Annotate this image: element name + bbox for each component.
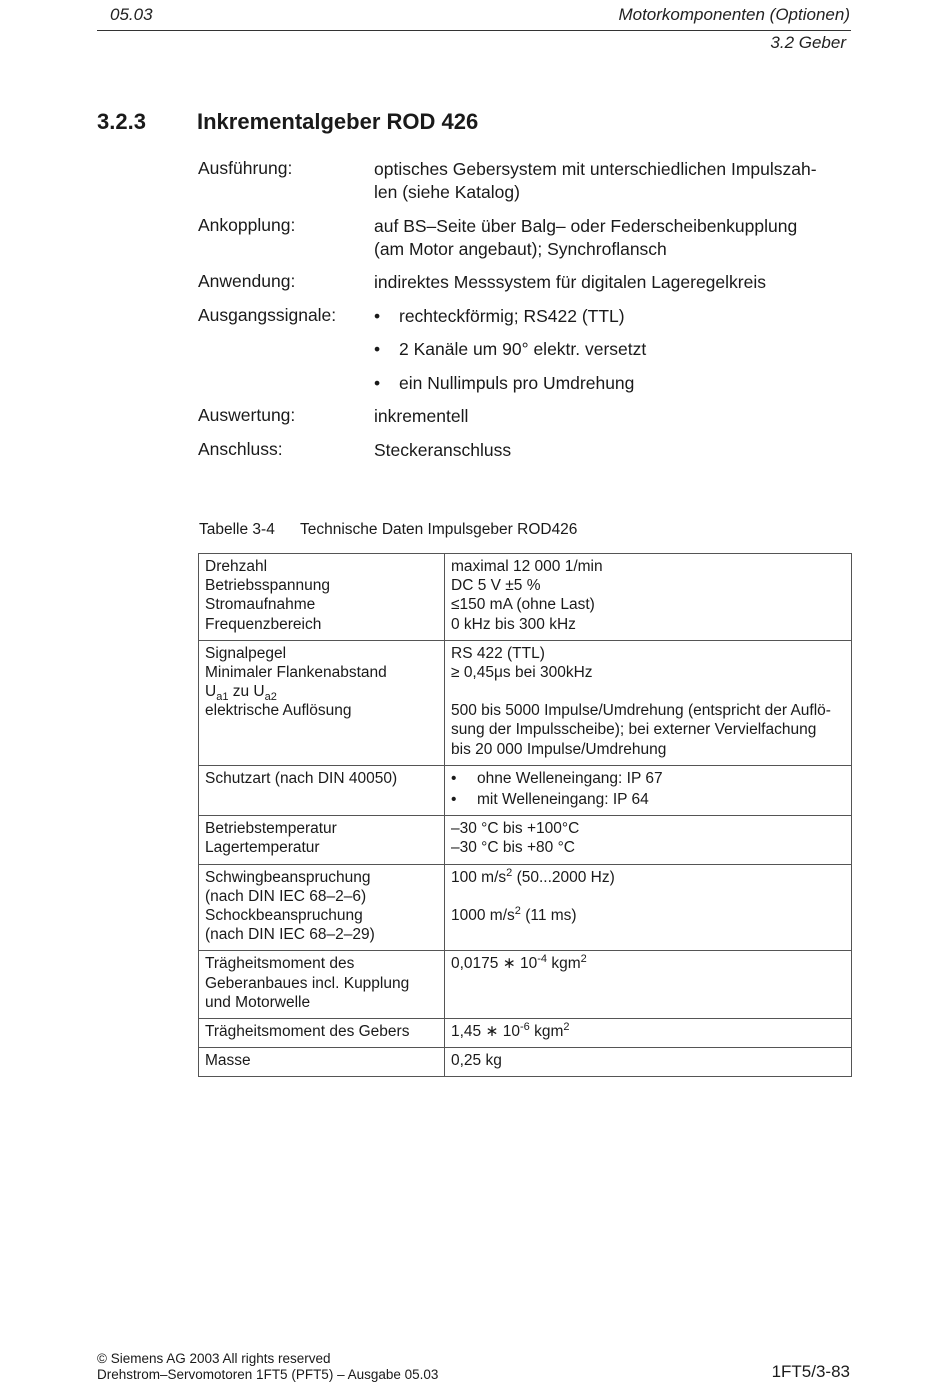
bullet-text: 2 Kanäle um 90° elektr. versetzt [399,339,647,359]
table-cell-label [199,640,445,765]
value-text: 1000 m/s [451,906,515,924]
cell-line: ≥ 0,45μs bei 300kHz [451,664,593,682]
bullet-text: ohne Welleneingang: IP 67 [477,769,663,787]
cell-spacer [451,887,845,906]
section-heading [97,109,478,135]
vibration-value [451,868,845,887]
spec-label-auswertung: Auswertung: [198,405,296,425]
spec-value-line: optisches Gebersystem mit unterschiedlichen Impulszah- [374,159,817,179]
cell-line-u-ratio [205,682,438,704]
bullet-icon: • [374,339,381,359]
bullet-icon: • [451,769,457,787]
section-number: 3.2.3 [97,109,146,134]
spec-value-line: auf BS–Seite über Balg– oder Federscheibenkupplung [374,216,798,236]
value-text: (50...2000 Hz) [512,868,615,886]
value-superscript: 2 [563,1020,570,1033]
value-text: kgm [529,1023,564,1041]
spec-value-auswertung: inkrementell [374,406,469,426]
cell-line: sung der Impulsscheibe); bei externer Vervielfachung [451,721,817,739]
value-text: 100 m/s [451,868,507,886]
spec-label-anschluss: Anschluss: [198,439,283,459]
table-row [199,864,852,951]
cell-line: (nach DIN IEC 68–2–6) [205,887,367,905]
table-cell-label [199,554,445,641]
table-cell-label [199,765,445,815]
table-cell-value [445,554,852,641]
table-cell-label [199,864,445,951]
table-row [199,1048,852,1077]
spec-bullet-item [374,372,844,395]
inertia-value [451,1022,845,1041]
table-row [199,951,852,1019]
bullet-icon: • [374,373,381,393]
table-cell-value [445,1019,852,1048]
cell-line: –30 °C bis +100°C [451,820,580,838]
table-cell-label [199,951,445,1019]
bullet-text: mit Welleneingang: IP 64 [477,791,649,809]
value-exponent: -4 [537,953,548,966]
cell-line: (nach DIN IEC 68–2–29) [205,926,375,944]
cell-line: Minimaler Flankenabstand [205,664,387,682]
cell-spacer [451,682,845,701]
page-number: 1FT5/3-83 [771,1362,850,1381]
table-caption-title: Technische Daten Impulsgeber ROD426 [300,521,578,538]
value-text: kgm [547,955,581,973]
cell-line: Schockbeanspruchung [205,907,363,925]
header-divider [97,30,851,31]
spec-label-ausgangssignale: Ausgangssignale: [198,305,337,325]
table-caption [199,521,577,539]
header-chapter: Motorkomponenten (Optionen) [618,5,850,24]
cell-line: 0 kHz bis 300 kHz [451,615,576,633]
value-superscript: 2 [580,953,587,966]
bullet-icon: • [374,306,381,326]
table-cell-value [445,864,852,951]
value-text: 1,45 ∗ 10 [451,1023,521,1041]
cell-line: Trägheitsmoment des [205,955,355,973]
cell-line: ≤150 mA (ohne Last) [451,596,595,614]
cell-line: Drehzahl [205,558,268,575]
cell-line: RS 422 (TTL) [451,644,545,662]
header-subchapter: 3.2 Geber [770,33,846,52]
spec-value-anwendung: indirektes Messsystem für digitalen Lageregelkreis [374,272,766,292]
inertia-value [451,954,845,973]
cell-line: –30 °C bis +80 °C [451,839,575,857]
cell-line: Frequenzbereich [205,615,322,633]
value-text: (11 ms) [520,906,577,924]
spec-bullet-item [374,305,844,328]
u-subscript: a2 [264,691,277,704]
u-connector: zu U [228,683,265,701]
table-row [199,816,852,864]
cell-line: Schutzart (nach DIN 40050) [205,769,398,787]
cell-line: Trägheitsmoment des Gebers [205,1023,410,1041]
cell-line: Lagertemperatur [205,839,320,857]
footer-edition: Drehstrom–Servomotoren 1FT5 (PFT5) – Ausgabe 05.03 [97,1367,439,1382]
cell-line: Stromaufnahme [205,596,316,614]
table-cell-label [199,1019,445,1048]
cell-line: DC 5 V ±5 % [451,577,541,595]
cell-line: 500 bis 5000 Impulse/Umdrehung (entspricht der Auflö- [451,702,831,720]
table-cell-value [445,951,852,1019]
bullet-icon: • [451,791,457,809]
shock-value [451,906,845,925]
cell-line: 0,25 kg [451,1052,502,1070]
cell-line: elektrische Auflösung [205,702,352,720]
footer-copyright: © Siemens AG 2003 All rights reserved [97,1351,331,1366]
spec-value-ausfuehrung [374,158,844,204]
table-cell-value [445,816,852,864]
cell-line: bis 20 000 Impulse/Umdrehung [451,740,667,758]
spec-label-ausfuehrung: Ausführung: [198,158,293,178]
u-subscript: a1 [216,691,229,704]
cell-line: und Motorwelle [205,993,311,1011]
spec-value-anschluss: Steckeranschluss [374,440,512,460]
cell-line: Betriebsspannung [205,577,330,595]
cell-line: Betriebstemperatur [205,820,337,838]
value-exponent: -6 [520,1020,530,1033]
value-superscript: 2 [514,904,521,917]
footer-info [97,1351,438,1383]
technical-data-table [198,553,852,1077]
value-text: 0,0175 ∗ 10 [451,955,538,973]
cell-line: Geberanbaues incl. Kupplung [205,974,410,992]
table-row [199,640,852,765]
cell-line: Schwingbeanspruchung [205,868,371,886]
spec-bullet-item [374,338,844,361]
value-superscript: 2 [506,866,513,879]
table-row [199,554,852,641]
cell-line: maximal 12 000 1/min [451,558,603,575]
table-cell-label [199,816,445,864]
cell-bullet-line [451,769,845,788]
cell-line: Signalpegel [205,644,287,662]
table-cell-value [445,765,852,815]
table-cell-value [445,640,852,765]
spec-label-ankopplung: Ankopplung: [198,215,296,235]
cell-bullet-line [451,790,845,809]
bullet-text: ein Nullimpuls pro Umdrehung [399,373,635,393]
table-row [199,1019,852,1048]
u-symbol: U [205,683,217,701]
cell-line: Masse [205,1052,251,1070]
header-date: 05.03 [110,5,153,24]
spec-value-ankopplung [374,215,844,261]
bullet-text: rechteckförmig; RS422 (TTL) [399,306,625,326]
table-caption-number: Tabelle 3-4 [199,521,275,538]
spec-value-line: (am Motor angebaut); Synchroflansch [374,239,667,259]
table-cell-value [445,1048,852,1077]
table-cell-label [199,1048,445,1077]
spec-label-anwendung: Anwendung: [198,271,296,291]
spec-value-line: len (siehe Katalog) [374,182,520,202]
table-row [199,765,852,815]
section-title: Inkrementalgeber ROD 426 [197,109,479,134]
